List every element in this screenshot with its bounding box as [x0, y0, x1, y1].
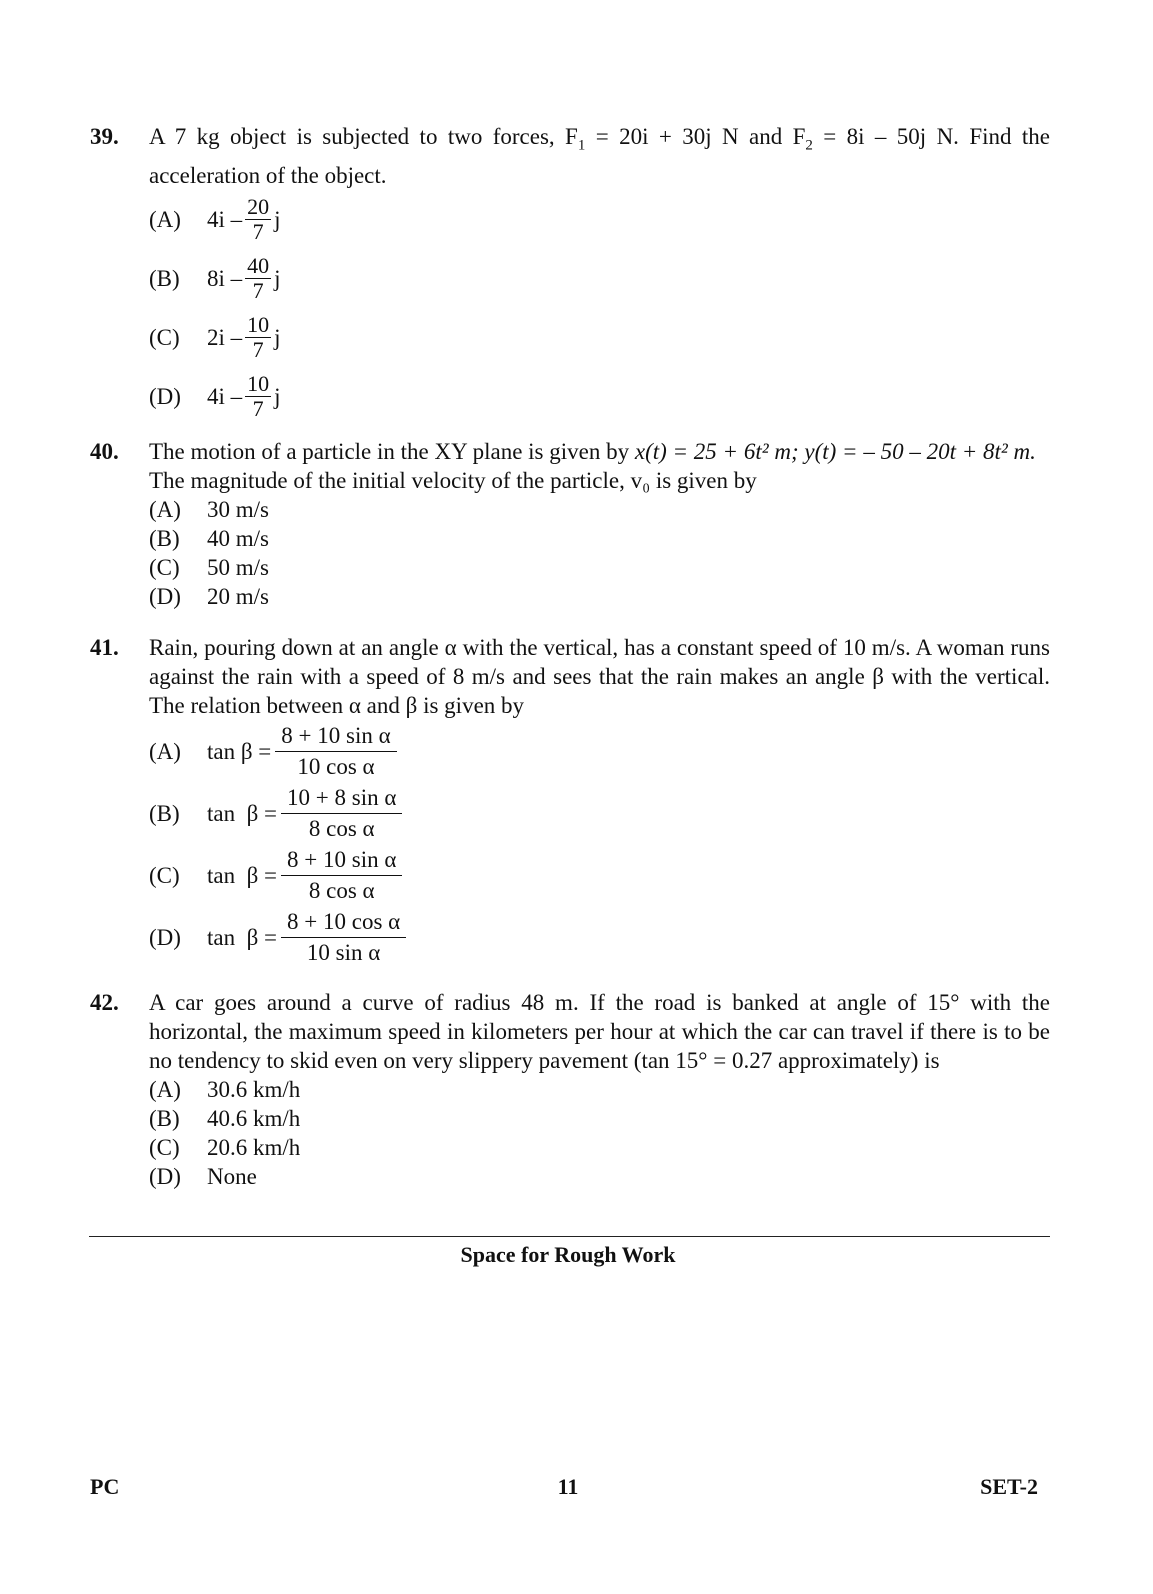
option-prefix: 2i –	[207, 324, 243, 350]
option-text: None	[207, 1164, 257, 1189]
numerator: 40	[247, 252, 270, 278]
options-list	[149, 190, 1050, 426]
option-c	[149, 553, 1050, 582]
option-label: (D)	[149, 1164, 181, 1189]
denominator: 10 sin α	[306, 939, 381, 965]
option-label: (A)	[149, 497, 181, 522]
option-a	[149, 1075, 1050, 1104]
fraction	[245, 313, 271, 362]
option-suffix: j	[274, 206, 281, 232]
option-suffix: j	[274, 383, 281, 409]
option-label: (C)	[149, 1135, 180, 1160]
fraction	[281, 783, 402, 844]
option-text: 40.6 km/h	[207, 1106, 301, 1131]
option-a	[149, 720, 1050, 782]
option-b	[149, 524, 1050, 553]
option-label: (B)	[149, 800, 180, 826]
question-39	[90, 122, 1050, 426]
question-41	[90, 633, 1050, 968]
option-c	[149, 844, 1050, 906]
numerator: 10 + 8 sin α	[281, 783, 402, 814]
footer-right: SET-2	[980, 1474, 1038, 1499]
option-prefix: tan β =	[207, 924, 278, 950]
x-equation: x(t) = 25 + 6t² m;	[634, 439, 799, 464]
question-text	[149, 437, 1050, 495]
question-number: 39.	[90, 124, 119, 149]
option-label: (C)	[149, 324, 180, 350]
fraction	[275, 721, 396, 782]
fraction	[245, 254, 271, 303]
denominator: 7	[252, 277, 264, 303]
denominator: 8 cos α	[308, 877, 375, 903]
option-c	[149, 1133, 1050, 1162]
numerator: 8 + 10 sin α	[275, 721, 396, 752]
option-d	[149, 1162, 1050, 1191]
options-list	[149, 1075, 1050, 1191]
question-text: Rain, pouring down at an angle α with the vertical, has a constant speed of 10 m/s. A woman runs against the rain with a speed of 8 m/s and sees that the rain makes an angle β with the vertical. The relation between α and β is given by	[149, 635, 1050, 718]
question-number: 40.	[90, 439, 119, 464]
option-suffix: j	[274, 265, 281, 291]
option-label: (D)	[149, 383, 181, 409]
option-prefix: 8i –	[207, 265, 243, 291]
numerator: 10	[247, 311, 270, 337]
option-b	[149, 782, 1050, 844]
denominator: 7	[252, 218, 264, 244]
option-text: 20 m/s	[207, 584, 269, 609]
option-d	[149, 582, 1050, 611]
option-label: (D)	[149, 584, 181, 609]
option-a	[149, 495, 1050, 524]
question-number: 42.	[90, 990, 119, 1015]
option-text: 30.6 km/h	[207, 1077, 301, 1102]
option-prefix: 4i –	[207, 206, 243, 232]
option-text: 40 m/s	[207, 526, 269, 551]
page-number: 11	[557, 1474, 579, 1499]
fraction	[281, 907, 406, 968]
option-label: (C)	[149, 555, 180, 580]
fraction	[281, 845, 402, 906]
option-b	[149, 249, 1050, 308]
question-text-intro: The motion of a particle in the XY plane is given by	[149, 439, 630, 464]
numerator: 8 + 10 cos α	[281, 907, 406, 938]
denominator: 7	[252, 336, 264, 362]
question-text-end: The magnitude of the initial velocity of the particle, v₀ is given by	[149, 468, 757, 493]
question-text: A 7 kg object is subjected to two forces, $F_1 = 20i + 30j$ N and $F_2 = 8i - 50j$ N. Find the acceleration of the object.	[149, 124, 1050, 188]
option-d	[149, 906, 1050, 968]
question-text: A car goes around a curve of radius 48 m. If the road is banked at angle of 15° with the horizontal, the maximum speed in kilometers per hour at which the car can travel if there is to be no tendency to skid even on very slippery pavement (tan 15° = 0.27 approximately) is	[149, 990, 1050, 1073]
option-c	[149, 308, 1050, 367]
question-number: 41.	[90, 635, 119, 660]
rough-work-label: Space for Rough Work	[460, 1242, 676, 1267]
option-text: 30 m/s	[207, 497, 269, 522]
option-text: 50 m/s	[207, 555, 269, 580]
divider-line	[89, 1236, 1050, 1237]
options-list	[149, 720, 1050, 968]
options-list	[149, 495, 1050, 611]
option-suffix: j	[274, 324, 281, 350]
option-a	[149, 190, 1050, 249]
option-label: (C)	[149, 862, 180, 888]
footer-left: PC	[90, 1474, 120, 1499]
option-label: (A)	[149, 206, 181, 232]
option-prefix: tan β =	[207, 800, 278, 826]
numerator: 20	[247, 193, 270, 219]
denominator: 7	[252, 395, 264, 421]
option-prefix: tan β =	[207, 738, 272, 764]
fraction	[245, 195, 271, 244]
option-d	[149, 367, 1050, 426]
option-label: (A)	[149, 738, 181, 764]
numerator: 10	[247, 370, 270, 396]
option-label: (B)	[149, 526, 180, 551]
fraction	[245, 372, 271, 421]
option-prefix: tan β =	[207, 862, 278, 888]
option-text: 20.6 km/h	[207, 1135, 301, 1160]
denominator: 10 cos α	[297, 753, 375, 779]
denominator: 8 cos α	[308, 815, 375, 841]
option-b	[149, 1104, 1050, 1133]
option-label: (B)	[149, 265, 180, 291]
option-label: (D)	[149, 924, 181, 950]
y-equation: y(t) = – 50 – 20t + 8t² m.	[804, 439, 1036, 464]
option-label: (B)	[149, 1106, 180, 1131]
question-40	[90, 437, 1050, 611]
numerator: 8 + 10 sin α	[281, 845, 402, 876]
question-42	[90, 988, 1050, 1191]
option-label: (A)	[149, 1077, 181, 1102]
option-prefix: 4i –	[207, 383, 243, 409]
